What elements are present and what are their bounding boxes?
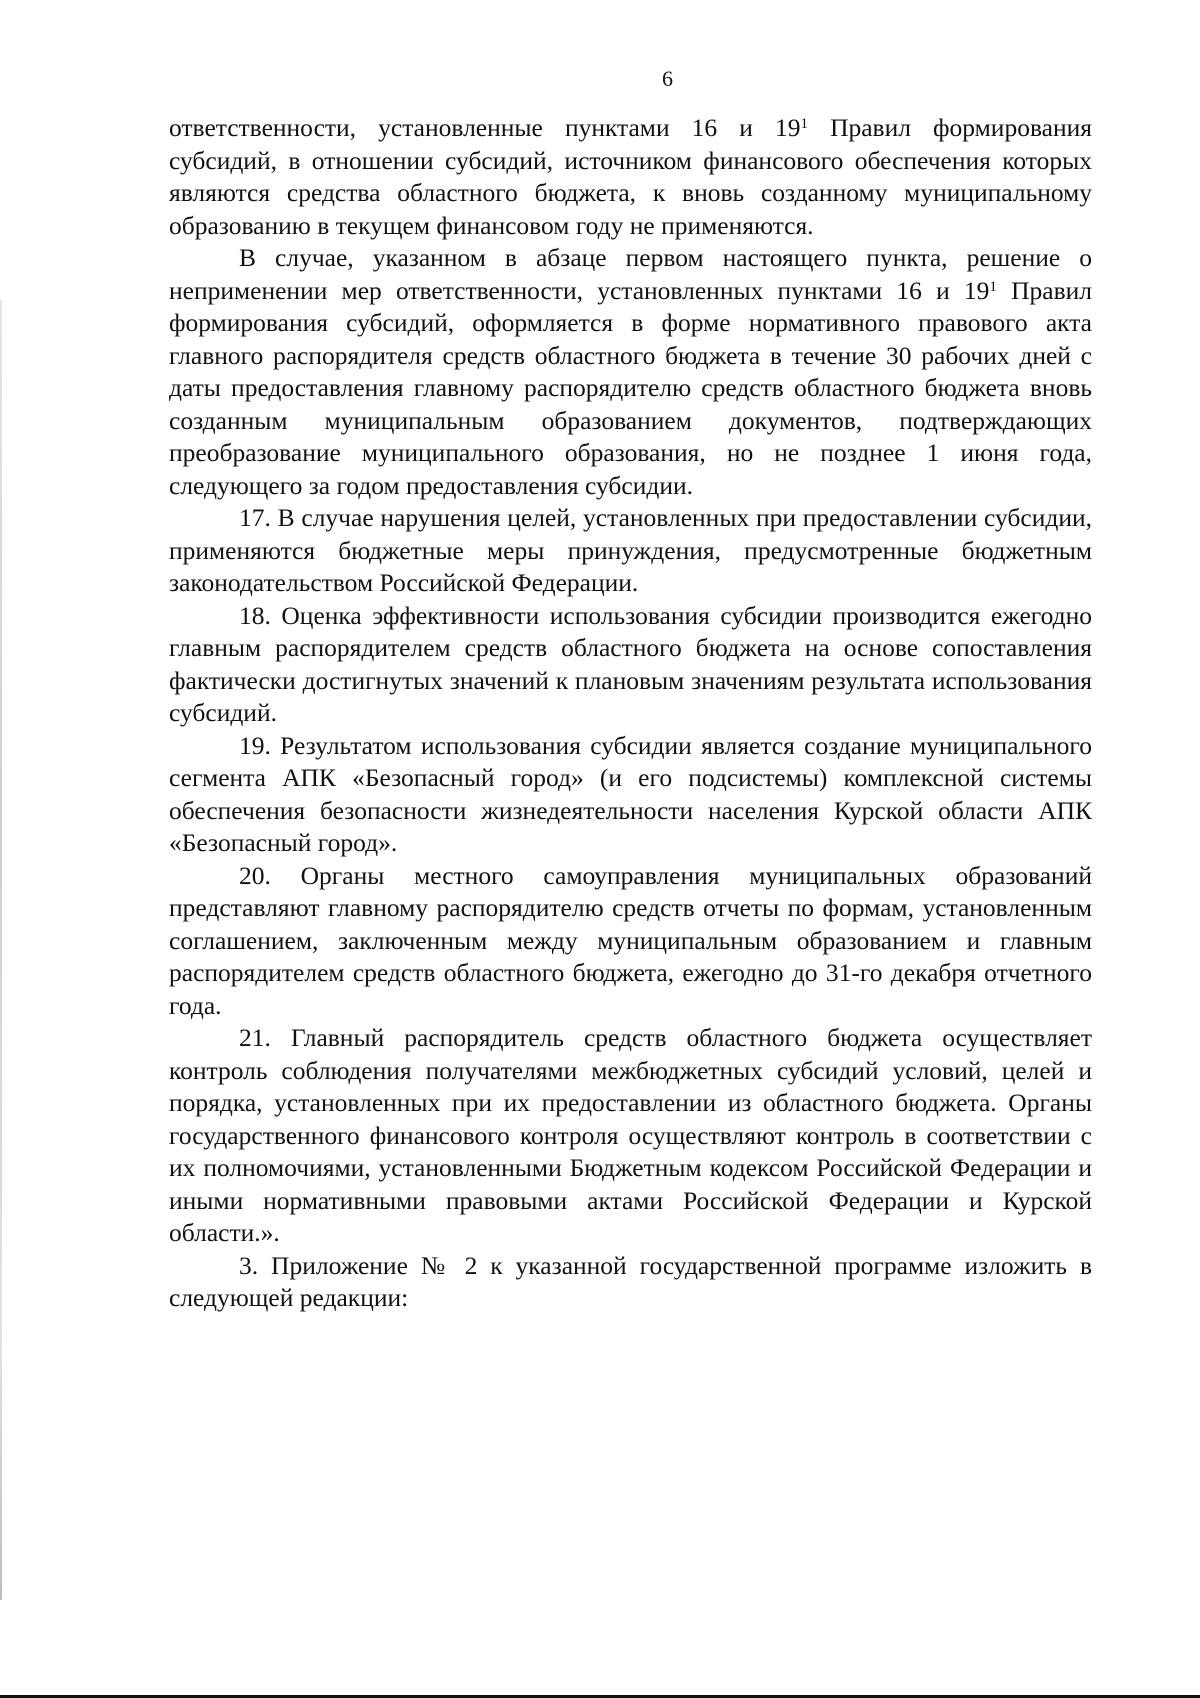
paragraph-1-text-continued: Правил формирования субсидий, в отношении субсидий, источником финансового обеспечения которых являются средства областного бюджета, к вновь созданному муниципальному образованию в текущем финансовом году не применяются. [169,113,1092,240]
superscript-1: 1 [989,278,997,295]
paragraph-2 [169,242,1092,502]
paragraph-2-text-continued: Правил формирования субсидий, оформляется в форме нормативного правового акта главного распорядителя средств областного бюджета в течение 30 рабочих дней с даты предоставления главному распорядителю средств областного бюджета вновь созданным муниципальным образованием документов, подтверждающих преобразование муниципального образования, но не позднее 1 июня года, следующего за годом предоставления субсидии. [169,275,1092,500]
paragraph-1 [169,112,1092,242]
superscript-1: 1 [800,115,808,132]
paragraph-item-21: 21. Главный распорядитель средств областного бюджета осуществляет контроль соблюдения получателями межбюджетных субсидий условий, целей и порядка, установленных при их предоставлении из областного бюджета. Органы государственного финансового контроля осуществляют контроль в соответствии с их полномочиями, установленными Бюджетным кодексом Российской Федерации и иными нормативными правовыми актами Российской Федерации и Курской области.». [169,1023,1092,1247]
paragraph-item-20: 20. Органы местного самоуправления муниципальных образований представляют главному распорядителю средств отчеты по формам, установленным соглашением, заключенным между муниципальным образованием и главным распорядителем средств областного бюджета, ежегодно до 31-го декабря отчетного года. [169,860,1092,1020]
scan-edge-left [0,300,2,1600]
document-body [169,112,1092,1315]
paragraph-2-text: В случае, указанном в абзаце первом настоящего пункта, решение о неприменении мер ответственности, установленных пунктами 16 и 19 [169,243,1092,305]
paragraph-1-text: ответственности, установленные пунктами 16 и 19 [169,113,801,142]
paragraph-item-19: 19. Результатом использования субсидии является создание муниципального сегмента АПК «Безопасный город» (и его подсистемы) комплексной системы обеспечения безопасности жизнедеятельности населения Курской области АПК «Безопасный город». [169,730,1092,857]
paragraph-item-17: 17. В случае нарушения целей, установленных при предоставлении субсидии, применяются бюджетные меры принуждения, предусмотренные бюджетным законодательством Российской Федерации. [169,503,1092,597]
page-number: 6 [662,66,673,91]
paragraph-item-3: 3. Приложение № 2 к указанной государственной программе изложить в следующей редакции: [169,1250,1092,1312]
paragraph-item-18: 18. Оценка эффективности использования субсидии производится ежегодно главным распорядителем средств областного бюджета на основе сопоставления фактически достигнутых значений к плановым значениям результата использования субсидий. [169,600,1092,727]
